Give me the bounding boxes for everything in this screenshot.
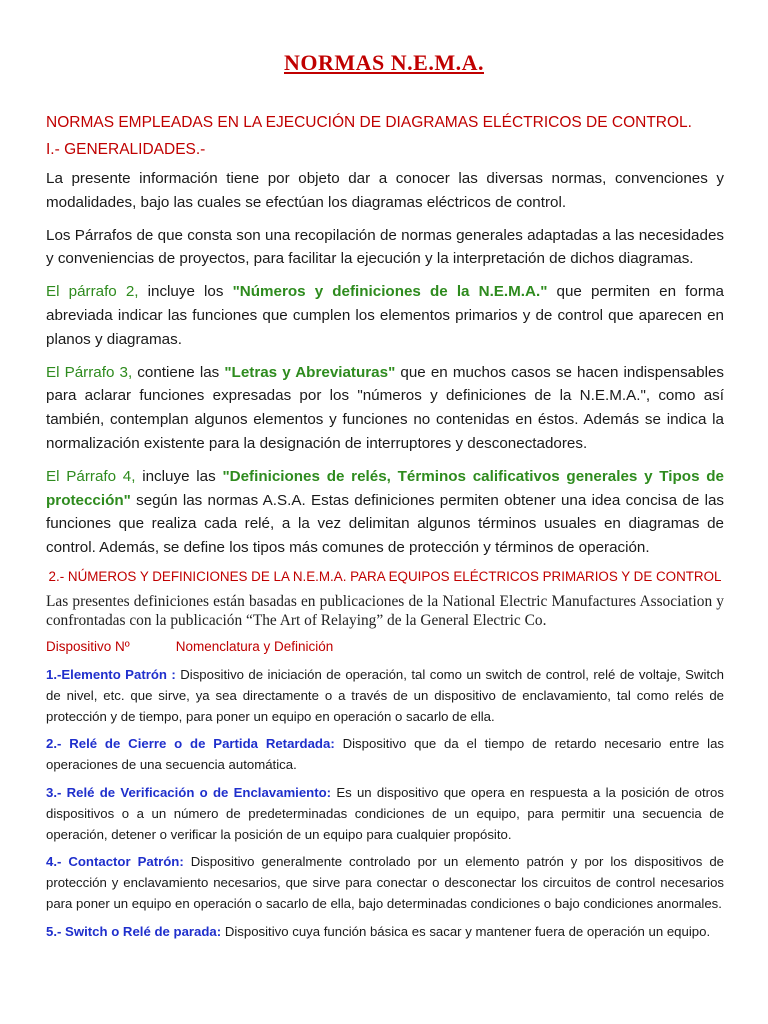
page-title: NORMAS N.E.M.A. — [284, 50, 484, 75]
section-heading-generalidades: I.- GENERALIDADES.- — [46, 141, 206, 158]
paragraph-text: que permiten en forma abreviada indicar las funciones que cumplen los elementos primarios y de control que aparecen en planos y diagramas. — [46, 283, 724, 348]
device-item-2 — [46, 734, 724, 776]
section-heading-numeros: 2.- NÚMEROS Y DEFINICIONES DE LA N.E.M.A. PARA EQUIPOS ELÉCTRICOS PRIMARIOS Y DE CONTROL — [48, 568, 722, 584]
device-definition: Dispositivo de iniciación de operación, tal como un switch de control, relé de voltaje, Switch de nivel, etc. que sirve, ya sea directamente o a través de un dispositivo de enclavamiento, tal como relés de protección y de tiempo, para poner un equipo en operación o sacarlo de ella. — [46, 666, 724, 724]
device-item-4 — [46, 852, 724, 914]
highlighted-term: "Letras y Abreviaturas" — [224, 363, 396, 381]
paragraph-lead: El Párrafo 4, — [46, 467, 136, 485]
paragraph-text: que en muchos casos se hacen indispensables para aclarar funciones expresadas por los "números y definiciones de la N.E.M.A.", como así también, contemplan algunos elementos y funciones no contenidas en éstos. Además se indica la normalización existente para la designación de interruptores y desconectadores. — [46, 363, 724, 452]
device-item-1 — [46, 665, 724, 727]
paragraph-intro: La presente información tiene por objeto dar a conocer las diversas normas, convenciones y modalidades, bajo las cuales se efectúan los diagramas eléctricos de control. — [46, 170, 724, 211]
device-item-5 — [46, 922, 724, 943]
paragraph-parrafo-2 — [46, 280, 724, 351]
paragraph-parrafos: Los Párrafos de que consta son una recopilación de normas generales adaptadas a las necesidades y conveniencias de proyectos, para facilitar la ejecución y la interpretación de dichos diagramas. — [46, 226, 724, 268]
paragraph-lead: El párrafo 2, — [46, 283, 139, 301]
highlighted-term: "Números y definiciones de la N.E.M.A." — [232, 283, 548, 301]
highlighted-term: "Definiciones de relés, Términos calificativos generales y Tipos de protección" — [46, 467, 724, 509]
device-label: 3.- Relé de Verificación o de Enclavamiento: — [46, 784, 332, 800]
paragraph-text: según las normas A.S.A. Estas definiciones permiten obtener una idea concisa de las funciones que realiza cada relé, a la vez delimitan algunos términos usuales en diagramas de control. Además, se define los tipos más comunes de protección y términos de operación. — [46, 491, 724, 557]
column-header-definition: Nomenclatura y Definición — [175, 638, 334, 654]
column-header-device: Dispositivo Nº — [46, 638, 130, 654]
device-label: 5.- Switch o Relé de parada: — [46, 923, 222, 939]
paragraph-parrafo-4 — [46, 465, 724, 560]
device-item-3 — [46, 783, 724, 845]
main-heading: NORMAS EMPLEADAS EN LA EJECUCIÓN DE DIAGRAMAS ELÉCTRICOS DE CONTROL. — [46, 114, 692, 131]
device-label: 2.- Relé de Cierre o de Partida Retardada: — [46, 736, 335, 752]
paragraph-definitions-intro: Las presentes definiciones están basadas en publicaciones de la National Electric Manufactures Association y confrontadas con la publicación “The Art of Relaying” de la General Electric Co. — [46, 592, 724, 629]
paragraph-text: incluye las — [135, 467, 223, 485]
paragraph-text: contiene las — [132, 363, 225, 381]
device-definition: Es un dispositivo que opera en respuesta a la posición de otros dispositivos o a un número de predeterminadas condiciones de un equipo, para permitir una secuencia de operación, detener o verificar la posición de un equipo para cualquier propósito. — [46, 784, 724, 842]
device-label: 4.- Contactor Patrón: — [46, 854, 184, 870]
paragraph-parrafo-3 — [46, 361, 724, 456]
device-label: 1.-Elemento Patrón : — [46, 666, 176, 682]
paragraph-text: incluye los — [138, 283, 233, 301]
paragraph-lead: El Párrafo 3, — [46, 363, 133, 381]
device-definition: Dispositivo cuya función básica es sacar y mantener fuera de operación un equipo. — [221, 923, 711, 939]
document-body — [46, 114, 724, 950]
device-definition: Dispositivo que da el tiempo de retardo necesario entre las operaciones de una secuencia automática. — [46, 736, 724, 773]
device-definition: Dispositivo generalmente controlado por un elemento patrón y por los dispositivos de protección y enclavamiento necesarios, que sirve para conectar o desconectar los circuitos de control necesarios para poner un equipo en operación o sacarlo de ella, bajo determinadas condiciones o bajo condiciones anormales. — [46, 854, 724, 911]
device-table-header — [46, 639, 724, 654]
